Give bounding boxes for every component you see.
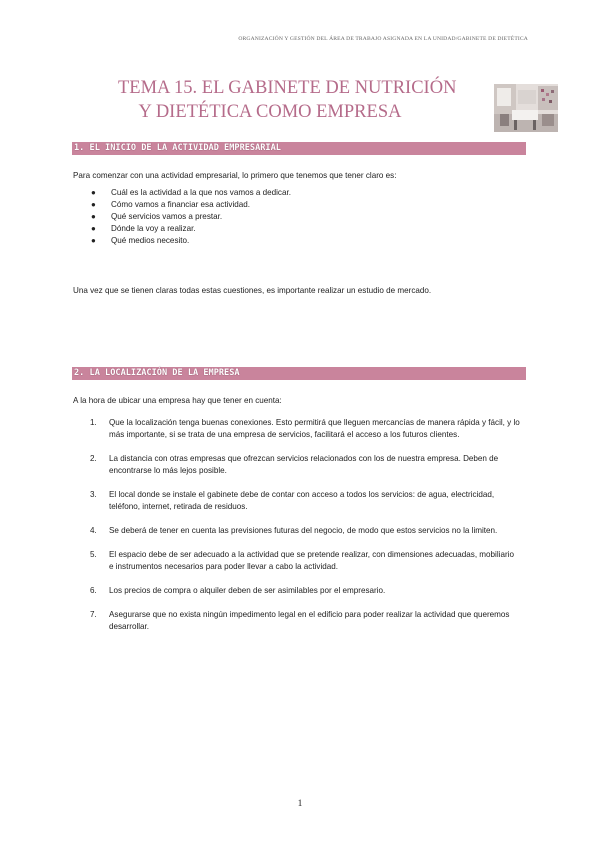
list-item: 6. Los precios de compra o alquiler deben de ser asimilables por el empresario. bbox=[90, 586, 386, 595]
section-heading-1 bbox=[72, 142, 526, 155]
list-item: 5. El espacio debe de ser adecuado a la actividad que se pretende realizar, con dimensiones adecuadas, mobiliario e instrumentos necesarios para poder llevar a cabo la actividad. bbox=[90, 550, 514, 571]
section-heading-2 bbox=[72, 367, 526, 380]
list-item: ● Qué medios necesito. bbox=[91, 236, 190, 245]
list-item: ● Dónde la voy a realizar. bbox=[91, 224, 196, 233]
page-title-line-2: Y DIETÉTICA COMO EMPRESA bbox=[138, 102, 402, 122]
list-item: ● Qué servicios vamos a prestar. bbox=[91, 212, 223, 221]
bullet-icon: ● bbox=[91, 212, 96, 221]
list-item: 2. La distancia con otras empresas que ofrezcan servicios relacionados con los de nuestra empresa. Deben de encontrarse lo más lejos posible. bbox=[90, 454, 499, 475]
list-item: 7. Asegurarse que no exista ningún impedimento legal en el edificio para poder realizar la actividad que queremos desarrollar. bbox=[90, 610, 510, 631]
clinic-photo-illustration bbox=[494, 84, 558, 132]
list-item: ● Cómo vamos a financiar esa actividad. bbox=[91, 200, 251, 209]
section-heading-2-text: 2. LA LOCALIZACIÓN DE LA EMPRESA bbox=[74, 368, 240, 378]
section-2-intro: A la hora de ubicar una empresa hay que tener en cuenta: bbox=[73, 396, 282, 405]
section-1-closing: Una vez que se tienen claras todas estas cuestiones, es importante realizar un estudio de mercado. bbox=[73, 286, 432, 295]
clinic-photo bbox=[494, 84, 558, 132]
page-number: 1 bbox=[297, 799, 303, 809]
page-title-line-1: TEMA 15. EL GABINETE DE NUTRICIÓN bbox=[118, 78, 457, 98]
list-item: ● Cuál es la actividad a la que nos vamos a dedicar. bbox=[91, 188, 291, 197]
section-1-intro: Para comenzar con una actividad empresarial, lo primero que tenemos que tener claro es: bbox=[73, 171, 397, 180]
bullet-icon: ● bbox=[91, 200, 96, 209]
bullet-icon: ● bbox=[91, 188, 96, 197]
location-criteria-list bbox=[90, 417, 520, 633]
list-item: 4. Se deberá de tener en cuenta las previsiones futuras del negocio, de modo que estos servicios no la limiten. bbox=[90, 526, 498, 535]
page-title bbox=[118, 76, 457, 124]
bullet-icon: ● bbox=[91, 224, 96, 233]
activity-questions-list bbox=[90, 187, 291, 247]
running-header: ORGANIZACIÓN Y GESTIÓN DEL ÁREA DE TRABAJO ASIGNADA EN LA UNIDAD/GABINETE DE DIETÉTICA bbox=[238, 36, 528, 42]
list-item: 3. El local donde se instale el gabinete debe de contar con acceso a todos los servicios: de agua, electricidad, teléfono, internet, retirada de residuos. bbox=[90, 490, 495, 511]
section-heading-1-text: 1. EL INICIO DE LA ACTIVIDAD EMPRESARIAL bbox=[74, 143, 281, 153]
list-item: 1. Que la localización tenga buenas conexiones. Esto permitirá que lleguen mercancías de manera rápida y fácil, y lo más importante, si se trata de una empresa de servicios, facilitará el acceso a los futuros clientes. bbox=[90, 418, 520, 439]
bullet-icon: ● bbox=[91, 236, 96, 245]
